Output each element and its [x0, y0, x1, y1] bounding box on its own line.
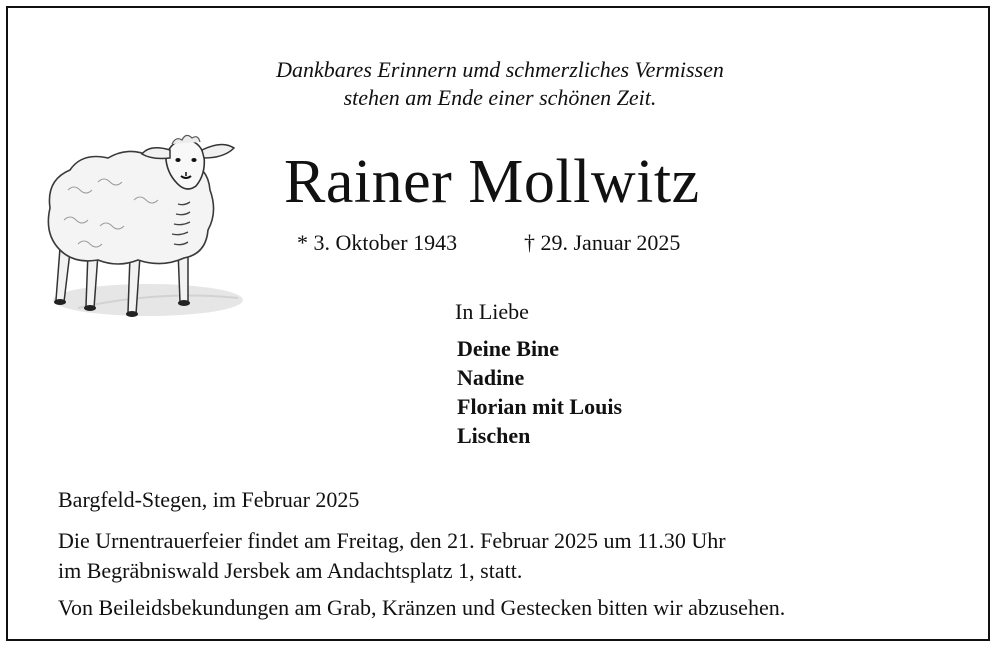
mourner-name: Nadine	[457, 365, 525, 390]
mourners-list	[457, 334, 622, 450]
motto-line-2: stehen am Ende einer schönen Zeit.	[343, 85, 657, 110]
sheep-icon	[38, 130, 243, 325]
service-line-1: Die Urnentrauerfeier findet am Freitag, den 21. Februar 2025 um 11.30 Uhr	[58, 528, 726, 553]
mourner-name: Lischen	[457, 423, 531, 448]
deceased-name: Rainer Mollwitz	[284, 148, 700, 216]
mourners-intro: In Liebe	[455, 299, 529, 324]
mourner-name: Deine Bine	[457, 336, 560, 361]
motto-line-1: Dankbares Erinnern umd schmerzliches Vermissen	[276, 57, 724, 82]
service-info	[58, 526, 726, 586]
motto	[0, 56, 1000, 112]
mourner-name: Florian mit Louis	[457, 394, 623, 419]
death-date: † 29. Januar 2025	[524, 230, 681, 255]
condolence-request: Von Beileidsbekundungen am Grab, Kränzen und Gestecken bitten wir abzusehen.	[58, 595, 786, 620]
place-date: Bargfeld-Stegen, im Februar 2025	[58, 487, 360, 512]
birth-date: * 3. Oktober 1943	[297, 230, 458, 255]
service-line-2: im Begräbniswald Jersbek am Andachtsplatz 1, statt.	[58, 558, 523, 583]
